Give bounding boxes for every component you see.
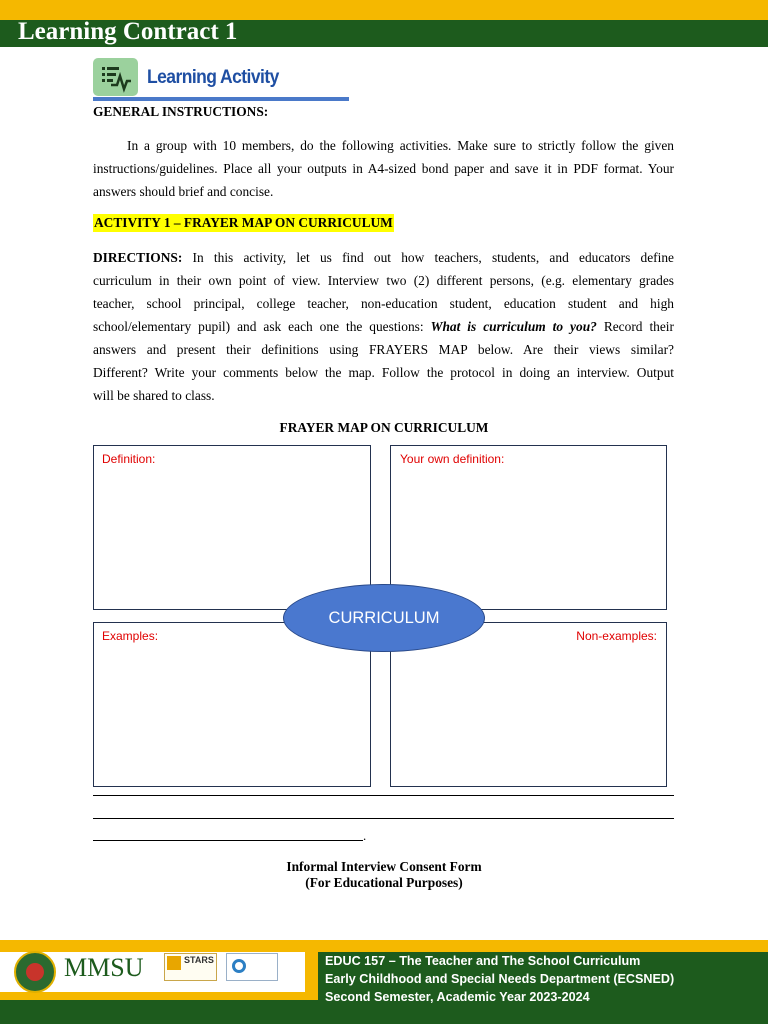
general-instructions-heading: GENERAL INSTRUCTIONS: [93, 104, 269, 119]
instructions-line-3: answers should brief and concise. [93, 184, 274, 199]
footer-term: Second Semester, Academic Year 2023-2024 [325, 990, 590, 1004]
activity-heading: ACTIVITY 1 – FRAYER MAP ON CURRICULUM [94, 215, 393, 230]
footer-department: Early Childhood and Special Needs Department (ECSNED) [325, 972, 675, 986]
frayer-map-title: FRAYER MAP ON CURRICULUM [279, 420, 489, 435]
examples-label: Examples: [102, 629, 159, 643]
directions-line-6: Different? Write your comments below the map. Follow the protocol in doing an interview. Output [93, 365, 674, 380]
comment-line-2[interactable] [93, 818, 674, 819]
directions-line-4 [93, 315, 674, 338]
heartbeat-list-icon [93, 58, 138, 96]
own-definition-label: Your own definition: [400, 452, 505, 466]
comment-line-3[interactable] [93, 840, 363, 841]
non-examples-label: Non-examples: [576, 629, 657, 643]
footer-course: EDUC 157 – The Teacher and The School Curriculum [325, 954, 641, 968]
curriculum-center-label: CURRICULUM [328, 608, 440, 627]
definition-label: Definition: [102, 452, 156, 466]
title-underline [93, 97, 349, 101]
comment-line-1[interactable] [93, 795, 674, 796]
directions-line-7: will be shared to class. [93, 388, 215, 403]
directions-line-4-end: Record their [603, 319, 674, 334]
learning-activity-title: Learning Activity [147, 67, 279, 88]
directions-line-1 [93, 246, 674, 269]
certification-logo-icon [232, 959, 246, 973]
directions-line-1-text: In this activity, let us find out how teachers, students, and educators define [192, 250, 674, 265]
stars-badge-label: STARS [184, 955, 214, 965]
consent-form-title: Informal Interview Consent Form [286, 859, 482, 874]
instructions-line-2: instructions/guidelines. Place all your outputs in A4-sized bond paper and save it in PDF format. Your [93, 161, 674, 176]
contract-title: Learning Contract 1 [18, 18, 238, 45]
own-definition-box[interactable] [390, 445, 667, 610]
comment-end-period: . [363, 828, 367, 843]
mmsu-logo-text: MMSU [64, 953, 144, 982]
seal-center-icon [26, 963, 44, 981]
directions-line-3: teacher, school principal, college teacher, non-education student, education student and high [93, 296, 674, 311]
definition-box[interactable] [93, 445, 371, 610]
directions-label: DIRECTIONS: [93, 250, 183, 265]
consent-form-subtitle: (For Educational Purposes) [305, 875, 463, 890]
directions-line-5: answers and present their definitions using FRAYERS MAP below. Are their views similar? [93, 342, 674, 357]
directions-line-4-text: school/elementary pupil) and ask each one the questions: [93, 319, 424, 334]
directions-question: What is curriculum to you? [430, 319, 597, 334]
stars-logo-icon [167, 956, 181, 970]
curriculum-center-ellipse [283, 584, 485, 652]
instructions-line-1: In a group with 10 members, do the following activities. Make sure to strictly follow the given [127, 138, 674, 153]
directions-line-2: curriculum in their own point of view. Interview two (2) different persons, (e.g. elementary grades [93, 273, 674, 288]
